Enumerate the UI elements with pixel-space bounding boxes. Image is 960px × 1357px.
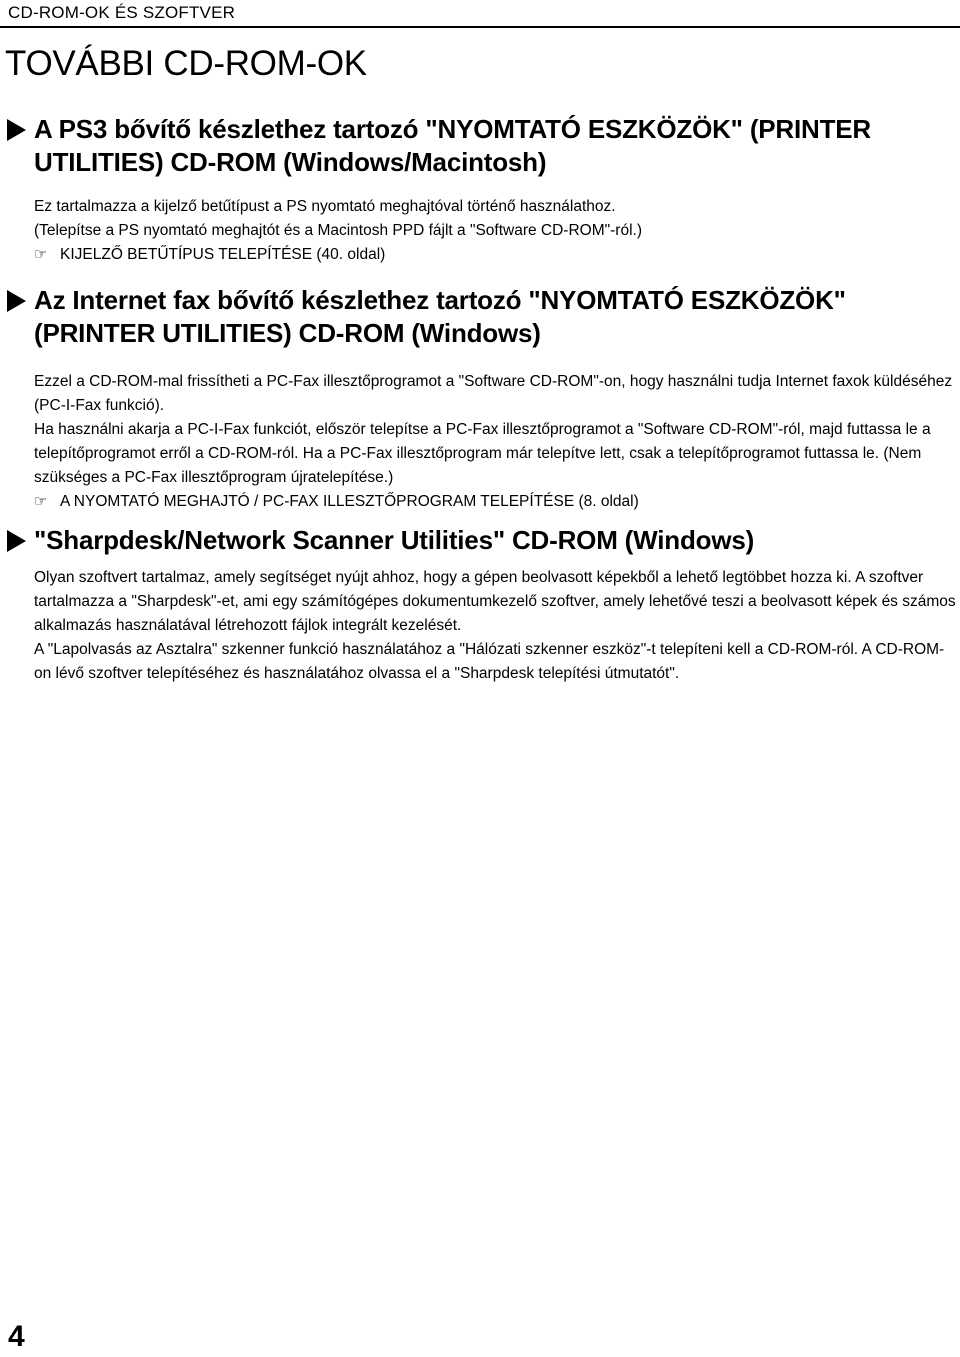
triangle-right-icon	[7, 290, 26, 312]
reference-text: KIJELZŐ BETŰTÍPUS TELEPÍTÉSE (40. oldal)	[60, 246, 386, 263]
paragraph: A "Lapolvasás az Asztalra" szkenner funkció használatához a "Hálózati szkenner eszköz"-t telepíteni kell a CD-ROM-ról. A CD-ROM-on lévő szoftver telepítéséhez és használatához olvassa el a "Sharpdesk telepítési útmutatót".	[34, 641, 945, 682]
pointing-hand-icon: ☞	[34, 493, 48, 510]
reference-link[interactable]	[34, 490, 960, 514]
heading-line: "Sharpdesk/Network Scanner Utilities" CD-ROM (Windows)	[34, 525, 755, 555]
triangle-right-icon	[7, 530, 26, 552]
paragraph: Ez tartalmazza a kijelző betűtípust a PS nyomtató meghajtóval történő használathoz.	[34, 198, 616, 215]
section-sharpdesk-network-scanner	[0, 524, 960, 686]
header-rule	[0, 26, 960, 28]
paragraph: (Telepítse a PS nyomtató meghajtót és a Macintosh PPD fájlt a "Software CD-ROM"-ról.)	[34, 222, 642, 239]
section-heading	[0, 284, 960, 350]
section-ps3-printer-utilities	[0, 113, 960, 267]
section-heading	[0, 524, 960, 557]
paragraph: Ha használni akarja a PC-I-Fax funkciót, először telepítse a PC-Fax illesztőprogramot a "Software CD-ROM"-ról, majd futtassa le a telepítőprogramot erről a CD-ROM-ról. Ha a PC-Fax illesztőprogram már telepítve lett, csak a telepítőprogramot futtassa le. (Nem szükséges a PC-Fax illesztőprogram újratelepítése.)	[34, 421, 931, 486]
section-body	[0, 195, 960, 267]
triangle-right-icon	[7, 119, 26, 141]
section-heading	[0, 113, 960, 179]
section-internet-fax-printer-utilities	[0, 284, 960, 514]
reference-link[interactable]	[34, 243, 960, 267]
section-body	[0, 566, 960, 686]
paragraph: Olyan szoftvert tartalmaz, amely segítséget nyújt ahhoz, hogy a gépen beolvasott képekből a lehető legtöbbet hozza ki. A szoftver tartalmazza a "Sharpdesk"-et, ami egy számítógépes dokumentumkezelő szoftver, amely lehetővé teszi a beolvasott képek és számos alkalmazás használatával létrehozott fájlok integrált kezelését.	[34, 569, 956, 634]
chapter-label: CD-ROM-OK ÉS SZOFTVER	[8, 3, 236, 22]
chapter-header	[0, 0, 960, 28]
heading-line: Az Internet fax bővítő készlethez tartozó "NYOMTATÓ ESZKÖZÖK"	[34, 285, 846, 315]
heading-line: (PRINTER UTILITIES) CD-ROM (Windows)	[34, 318, 541, 348]
heading-line: A PS3 bővítő készlethez tartozó "NYOMTATÓ ESZKÖZÖK" (PRINTER	[34, 114, 872, 144]
page-title: TOVÁBBI CD-ROM-OK	[5, 44, 367, 83]
page-number: 4	[8, 1320, 25, 1353]
section-body	[0, 370, 960, 514]
paragraph: Ezzel a CD-ROM-mal frissítheti a PC-Fax illesztőprogramot a "Software CD-ROM"-on, hogy használni tudja Internet faxok küldéséhez (PC-I-Fax funkció).	[34, 373, 953, 414]
heading-line: UTILITIES) CD-ROM (Windows/Macintosh)	[34, 147, 547, 177]
reference-text: A NYOMTATÓ MEGHAJTÓ / PC-FAX ILLESZTŐPROGRAM TELEPÍTÉSE (8. oldal)	[60, 493, 639, 510]
pointing-hand-icon: ☞	[34, 246, 48, 263]
